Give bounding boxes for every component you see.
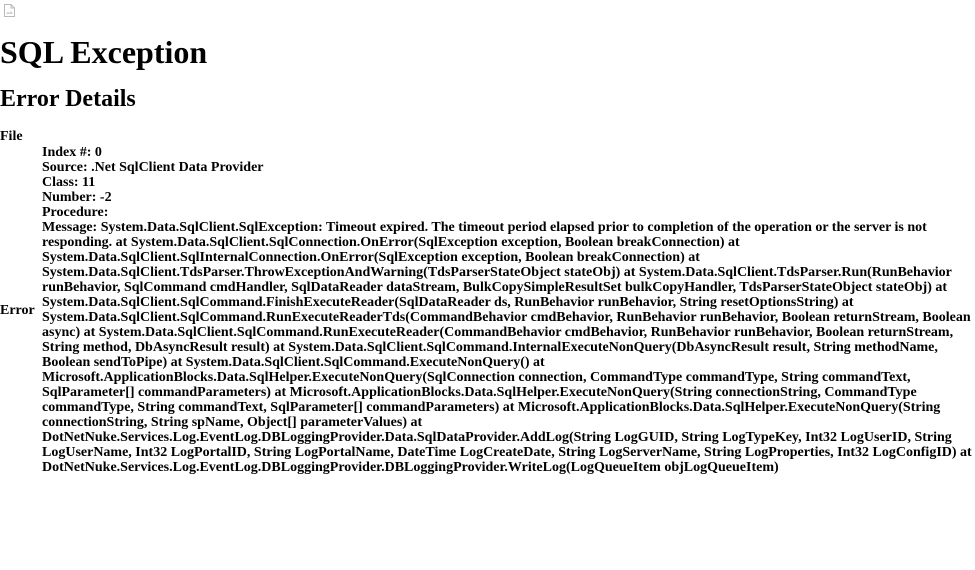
- file-row: [0, 127, 974, 145]
- error-details-table: [0, 127, 974, 475]
- section-title: Error Details: [0, 86, 136, 112]
- error-class: Class: 11: [42, 175, 96, 190]
- error-index: Index #: 0: [42, 145, 102, 160]
- file-label: File: [0, 128, 23, 144]
- error-source: Source: .Net SqlClient Data Provider: [42, 160, 264, 175]
- error-details: [42, 145, 974, 475]
- error-message: Message: System.Data.SqlClient.SqlException: Timeout expired. The timeout period elapsed prior to completion of the operation or the server is not responding. at System.Data.SqlClient.SqlConnection.OnError(SqlException exception, Boolean breakConnection) at System.Data.SqlClient.SqlInternalConnection.OnError(SqlException exception, Boolean breakConnection) at System.Data.SqlClient.TdsParser.ThrowExceptionAndWarning(TdsParserStateObject stateObj) at System.Data.SqlClient.TdsParser.Run(RunBehavior runBehavior, SqlCommand cmdHandler, SqlDataReader dataStream, BulkCopySimpleResultSet bulkCopyHandler, TdsParserStateObject stateObj) at System.Data.SqlClient.SqlCommand.FinishExecuteReader(SqlDataReader ds, RunBehavior runBehavior, String resetOptionsString) at System.Data.SqlClient.SqlCommand.RunExecuteReaderTds(CommandBehavior cmdBehavior, RunBehavior runBehavior, Boolean returnStream, Boolean async) at System.Data.SqlClient.SqlCommand.RunExecuteReader(CommandBehavior cmdBehavior, RunBehavior runBehavior, Boolean returnStream, String method, DbAsyncResult result) at System.Data.SqlClient.SqlCommand.InternalExecuteNonQuery(DbAsyncResult result, String methodName, Boolean sendToPipe) at System.Data.SqlClient.SqlCommand.ExecuteNonQuery() at Microsoft.ApplicationBlocks.Data.SqlHelper.ExecuteNonQuery(SqlConnection connection, CommandType commandType, String commandText, SqlParameter[] commandParameters) at Microsoft.ApplicationBlocks.Data.SqlHelper.ExecuteNonQuery(String connectionString, CommandType commandType, String commandText, SqlParameter[] commandParameters) at Microsoft.ApplicationBlocks.Data.SqlHelper.ExecuteNonQuery(String connectionString, String spName, Object[] parameterValues) at DotNetNuke.Services.Log.EventLog.DBLoggingProvider.Data.SqlDataProvider.AddLog(String LogGUID, String LogTypeKey, Int32 LogUserID, String LogUserName, Int32 LogPortalID, String LogPortalName, DateTime LogCreateDate, String LogServerName, String LogProperties, Int32 LogConfigID) at DotNetNuke.Services.Log.EventLog.DBLoggingProvider.DBLoggingProvider.WriteLog(LogQueueItem objLogQueueItem): [42, 220, 972, 475]
- file-value: [42, 127, 974, 145]
- broken-image-icon: [4, 4, 15, 17]
- error-row: [0, 145, 974, 475]
- error-number: Number: -2: [42, 190, 112, 205]
- error-label: Error: [0, 302, 35, 318]
- error-procedure: Procedure:: [42, 205, 109, 220]
- page-title: SQL Exception: [0, 34, 208, 70]
